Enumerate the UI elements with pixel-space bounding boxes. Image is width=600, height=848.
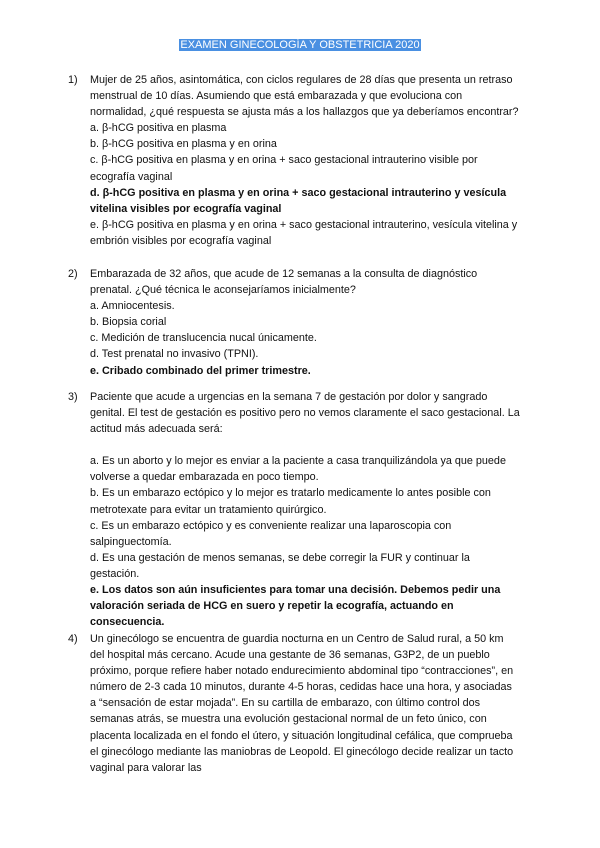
question-number: 3) xyxy=(68,391,78,403)
option-b: b. β-hCG positiva en plasma y en orina xyxy=(90,138,277,151)
question-stem: Mujer de 25 años, asintomática, con ciclos regulares de 28 días que presenta un retraso menstrual de 10 días. Asumiendo que está embarazada y que evoluciona con normalidad, ¿qué respuesta se ajusta más a los hallazgos que ya deberíamos encontrar? xyxy=(90,74,519,119)
question-number: 4) xyxy=(68,633,78,645)
option-d-correct: d. β-hCG positiva en plasma y en orina + saco gestacional intrauterino y vesícula vitelina visibles por ecografía vaginal xyxy=(90,186,507,215)
option-c: c. Medición de translucencia nucal únicamente. xyxy=(90,332,317,345)
option-a: a. Es un aborto y lo mejor es enviar a la paciente a casa tranquilizándola ya que puede volverse a quedar embarazada en poco tiempo. xyxy=(90,455,506,484)
question-number: 2) xyxy=(68,268,78,280)
exam-title-text: EXAMEN GINECOLOGÍA Y OBSTETRICIA 2020 xyxy=(180,39,420,51)
option-a: a. β-hCG positiva en plasma xyxy=(90,122,227,135)
question-1 xyxy=(68,72,520,249)
option-e-correct: e. Los datos son aún insuficientes para tomar una decisión. Debemos pedir una valoración seriada de HCG en suero y repetir la ecografía, actuando en consecuencia. xyxy=(90,584,501,629)
question-stem: Embarazada de 32 años, que acude de 12 semanas a la consulta de diagnóstico prenatal. ¿Qué técnica le aconsejaríamos inicialmente? xyxy=(90,268,478,297)
option-c: c. Es un embarazo ectópico y es conveniente realizar una laparoscopia con salpinguectomía. xyxy=(90,519,452,548)
option-b: b. Biopsia corial xyxy=(90,316,167,329)
option-a: a. Amniocentesis. xyxy=(90,300,175,313)
option-e-correct: e. Cribado combinado del primer trimestre. xyxy=(90,364,311,377)
option-b: b. Es un embarazo ectópico y lo mejor es tratarlo medicamente lo antes posible con metrotexate para evitar un tratamiento quirúrgico. xyxy=(90,487,491,516)
question-stem: Un ginecólogo se encuentra de guardia nocturna en un Centro de Salud rural, a 50 km del hospital más cercano. Acude una gestante de 36 semanas, G3P2, de un pueblo próximo, porque refiere haber notado endurecimiento abdominal tipo “contracciones”, en número de 2-3 cada 10 minutos, durante 4-5 horas, cedidas hace una hora, y asociadas a “sensación de estar mojada”. En su cartilla de embarazo, con último control dos semanas atrás, se muestra una evolución gestacional normal de un feto único, con placenta localizada en el fondo el útero, y situación longitudinal cefálica, que comprueba el ginecólogo mediante las maniobras de Leopold. El ginecólogo decide realizar un tacto vaginal para valorar las xyxy=(90,633,514,774)
option-c: c. β-hCG positiva en plasma y en orina + saco gestacional intrauterino visible por ecografía vaginal xyxy=(90,154,478,183)
exam-title xyxy=(0,38,600,52)
question-2 xyxy=(68,266,520,379)
option-d: d. Es una gestación de menos semanas, se debe corregir la FUR y continuar la gestación. xyxy=(90,551,470,580)
option-d: d. Test prenatal no invasivo (TPNI). xyxy=(90,348,259,361)
option-e: e. β-hCG positiva en plasma y en orina + saco gestacional intrauterino, vesícula vitelina y embrión visibles por ecografía vaginal xyxy=(90,218,518,247)
question-4 xyxy=(68,631,520,776)
question-3 xyxy=(68,389,520,630)
question-stem: Paciente que acude a urgencias en la semana 7 de gestación por dolor y sangrado genital. El test de gestación es positivo pero no vemos claramente el saco gestacional. La actitud más adecuada será: xyxy=(90,391,520,436)
question-number: 1) xyxy=(68,74,78,86)
